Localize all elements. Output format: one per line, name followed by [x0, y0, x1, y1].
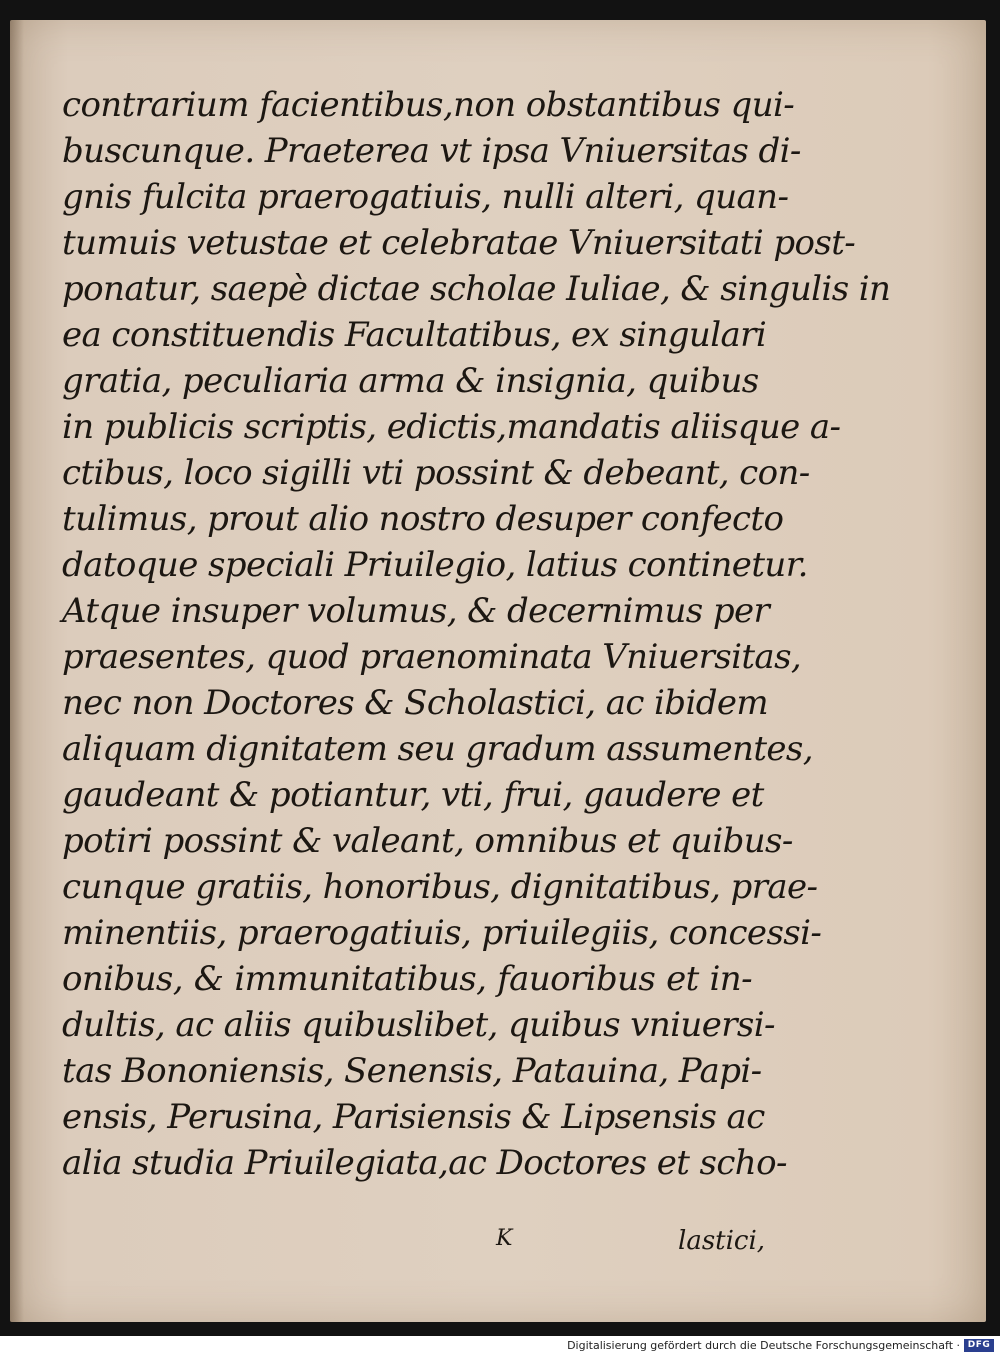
text-line: cunque gratiis, honoribus, dignitatibus, prae- [62, 867, 818, 907]
text-line: Atque insuper volumus, & decernimus per [62, 591, 770, 631]
text-line: tulimus, prout alio nostro desuper confecto [62, 499, 784, 539]
text-line: tas Bononiensis, Senensis, Patauina, Papi- [62, 1051, 762, 1091]
text-line: praesentes, quod praenominata Vniuersitas, [62, 637, 802, 677]
text-line: nec non Doctores & Scholastici, ac ibidem [62, 683, 769, 723]
catchword: lastici, [678, 1226, 766, 1256]
text-line: minentiis, praerogatiuis, priuilegiis, concessi- [62, 913, 822, 953]
text-line: contrarium facientibus,non obstantibus qui- [62, 85, 795, 125]
text-line: dultis, ac aliis quibuslibet, quibus vniuersi- [62, 1005, 775, 1045]
text-line: gratia, peculiaria arma & insignia, quibus [62, 361, 759, 401]
text-line: gnis fulcita praerogatiuis, nulli alteri, quan- [62, 177, 789, 217]
text-line: ponatur, saepè dictae scholae Iuliae, & singulis in [62, 269, 891, 309]
text-line: datoque speciali Priuilegio, latius continetur. [62, 545, 808, 585]
digitization-footer [0, 1336, 1000, 1356]
footer-credit: Digitalisierung gefördert durch die Deutsche Forschungsgemeinschaft · [567, 1339, 960, 1352]
text-line: potiri possint & valeant, omnibus et quibus- [62, 821, 793, 861]
book-page [10, 20, 986, 1322]
text-line: alia studia Priuilegiata,ac Doctores et scho- [62, 1143, 787, 1183]
text-line: gaudeant & potiantur, vti, frui, gaudere et [62, 775, 764, 815]
dfg-logo-icon: DFG [964, 1339, 994, 1352]
text-line: aliquam dignitatem seu gradum assumentes, [62, 729, 813, 769]
text-line: ctibus, loco sigilli vti possint & debeant, con- [62, 453, 810, 493]
main-text-block [62, 82, 891, 1186]
text-line: ensis, Perusina, Parisiensis & Lipsensis ac [62, 1097, 765, 1137]
text-line: ea constituendis Facultatibus, ex singulari [62, 315, 767, 355]
text-line: in publicis scriptis, edictis,mandatis aliisque a- [62, 407, 841, 447]
signature-mark: K [496, 1226, 513, 1251]
text-line: tumuis vetustae et celebratae Vniuersitati post- [62, 223, 856, 263]
text-line: buscunque. Praeterea vt ipsa Vniuersitas di- [62, 131, 801, 171]
text-line: onibus, & immunitatibus, fauoribus et in- [62, 959, 752, 999]
